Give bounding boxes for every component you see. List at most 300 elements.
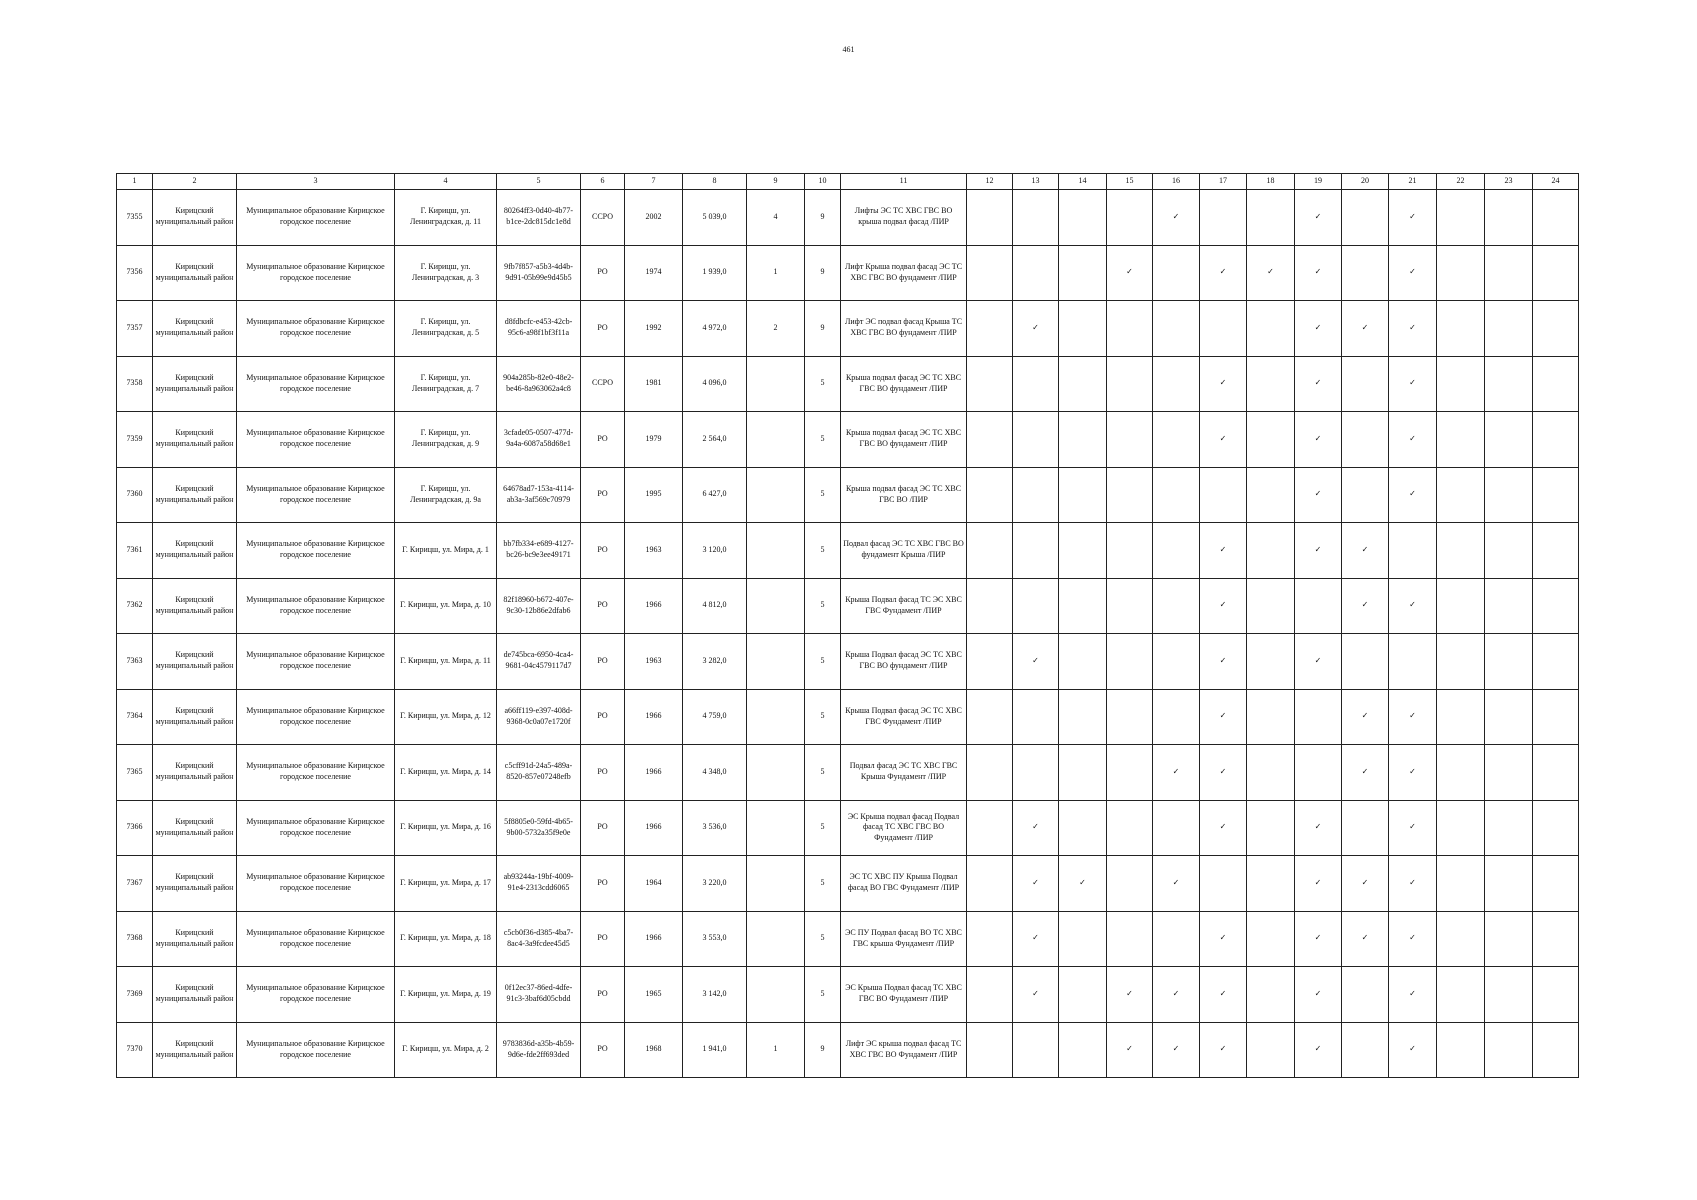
municipality-cell: Муниципальное образование Кирицское городское поселение [237,412,395,468]
checkmark-icon: ✓ [1389,578,1437,634]
checkmark-icon: ✓ [1342,578,1389,634]
empty-cell [967,911,1013,967]
checkmark-icon: ✓ [1200,689,1247,745]
empty-cell [1533,745,1579,801]
empty-cell [967,856,1013,912]
empty-cell [1059,245,1107,301]
empty-cell [1437,967,1485,1023]
elevators-count-cell [747,412,805,468]
empty-cell [1533,1022,1579,1078]
checkmark-icon: ✓ [1013,967,1059,1023]
elevators-count-cell [747,856,805,912]
empty-cell [967,1022,1013,1078]
empty-cell [1342,190,1389,246]
checkmark-icon: ✓ [1200,1022,1247,1078]
area-cell: 4 348,0 [683,745,747,801]
checkmark-icon: ✓ [1389,911,1437,967]
empty-cell [1153,412,1200,468]
address-cell: Г. Кирицш, ул. Ленинградская, д. 11 [395,190,497,246]
empty-cell [1153,356,1200,412]
table-row [117,689,1579,745]
table-row [117,412,1579,468]
empty-cell [1013,745,1059,801]
house-guid-cell: 5f8805e0-59fd-4b65-9b00-5732a35f9e0e [497,800,581,856]
checkmark-icon: ✓ [1107,967,1153,1023]
column-header: 4 [395,174,497,190]
checkmark-icon: ✓ [1342,689,1389,745]
checkmark-icon: ✓ [1013,800,1059,856]
checkmark-icon: ✓ [1153,745,1200,801]
empty-cell [1107,467,1153,523]
checkmark-icon: ✓ [1342,523,1389,579]
table-row [117,856,1579,912]
table-row [117,745,1579,801]
row-number-cell: 7368 [117,911,153,967]
build-year-cell: 1964 [625,856,683,912]
municipality-cell: Муниципальное образование Кирицское городское поселение [237,745,395,801]
area-cell: 4 812,0 [683,578,747,634]
checkmark-icon: ✓ [1295,856,1342,912]
house-guid-cell: 9fb7f857-a5b3-4d4b-9d91-05b99e9d45b5 [497,245,581,301]
checkmark-icon: ✓ [1389,856,1437,912]
management-type-cell: РО [581,689,625,745]
elevators-count-cell [747,523,805,579]
floors-cell: 5 [805,634,841,690]
management-type-cell: РО [581,967,625,1023]
checkmark-icon: ✓ [1247,245,1295,301]
empty-cell [1247,578,1295,634]
empty-cell [1059,190,1107,246]
floors-cell: 5 [805,689,841,745]
municipality-cell: Муниципальное образование Кирицское городское поселение [237,689,395,745]
house-guid-cell: 0f12ec37-86ed-4dfe-91c3-3baf6d05cbdd [497,967,581,1023]
empty-cell [967,967,1013,1023]
checkmark-icon: ✓ [1200,911,1247,967]
column-header: 23 [1485,174,1533,190]
build-year-cell: 1966 [625,689,683,745]
elevators-count-cell [747,800,805,856]
empty-cell [1153,467,1200,523]
empty-cell [1437,412,1485,468]
works-list-cell: Подвал фасад ЭС ТС ХВС ГВС Крыша Фундамент /ПИР [841,745,967,801]
works-list-cell: ЭС ТС ХВС ПУ Крыша Подвал фасад ВО ГВС Фундамент /ПИР [841,856,967,912]
empty-cell [1059,467,1107,523]
empty-cell [1059,301,1107,357]
empty-cell [1059,634,1107,690]
checkmark-icon: ✓ [1295,467,1342,523]
management-type-cell: РО [581,412,625,468]
checkmark-icon: ✓ [1200,245,1247,301]
empty-cell [1342,800,1389,856]
floors-cell: 5 [805,745,841,801]
build-year-cell: 2002 [625,190,683,246]
empty-cell [1013,578,1059,634]
build-year-cell: 1968 [625,1022,683,1078]
area-cell: 3 142,0 [683,967,747,1023]
empty-cell [1059,800,1107,856]
empty-cell [1533,856,1579,912]
empty-cell [1437,301,1485,357]
table-row [117,356,1579,412]
district-cell: Кирицский муниципальный район [153,689,237,745]
checkmark-icon: ✓ [1389,412,1437,468]
empty-cell [1247,467,1295,523]
management-type-cell: РО [581,578,625,634]
empty-cell [967,800,1013,856]
house-guid-cell: 9783836d-a35b-4b59-9d6e-fde2ff693ded [497,1022,581,1078]
row-number-cell: 7355 [117,190,153,246]
checkmark-icon: ✓ [1389,467,1437,523]
empty-cell [1200,467,1247,523]
checkmark-icon: ✓ [1200,745,1247,801]
empty-cell [1342,1022,1389,1078]
elevators-count-cell [747,745,805,801]
build-year-cell: 1965 [625,967,683,1023]
column-number-row [117,174,1579,190]
empty-cell [1485,800,1533,856]
build-year-cell: 1966 [625,745,683,801]
empty-cell [1107,301,1153,357]
column-header: 17 [1200,174,1247,190]
district-cell: Кирицский муниципальный район [153,856,237,912]
municipality-cell: Муниципальное образование Кирицское городское поселение [237,356,395,412]
empty-cell [1200,301,1247,357]
empty-cell [1247,689,1295,745]
empty-cell [1485,356,1533,412]
checkmark-icon: ✓ [1295,1022,1342,1078]
build-year-cell: 1995 [625,467,683,523]
management-type-cell: РО [581,467,625,523]
row-number-cell: 7367 [117,856,153,912]
empty-cell [1059,412,1107,468]
row-number-cell: 7360 [117,467,153,523]
empty-cell [1200,856,1247,912]
district-cell: Кирицский муниципальный район [153,523,237,579]
floors-cell: 9 [805,1022,841,1078]
empty-cell [1485,301,1533,357]
empty-cell [1533,634,1579,690]
checkmark-icon: ✓ [1059,856,1107,912]
empty-cell [967,634,1013,690]
checkmark-icon: ✓ [1389,800,1437,856]
checkmark-icon: ✓ [1200,356,1247,412]
empty-cell [1013,467,1059,523]
empty-cell [1485,412,1533,468]
works-list-cell: Крыша подвал фасад ЭС ТС ХВС ГВС ВО фундамент /ПИР [841,356,967,412]
floors-cell: 5 [805,412,841,468]
area-cell: 1 941,0 [683,1022,747,1078]
works-list-cell: Лифты ЭС ТС ХВС ГВС ВО крыша подвал фасад /ПИР [841,190,967,246]
municipality-cell: Муниципальное образование Кирицское городское поселение [237,578,395,634]
table-row [117,245,1579,301]
row-number-cell: 7363 [117,634,153,690]
works-list-cell: Лифт ЭС крыша подвал фасад ТС ХВС ГВС ВО Фундамент /ПИР [841,1022,967,1078]
empty-cell [1533,523,1579,579]
empty-cell [1533,578,1579,634]
empty-cell [1437,190,1485,246]
column-header: 10 [805,174,841,190]
checkmark-icon: ✓ [1342,301,1389,357]
empty-cell [1107,523,1153,579]
checkmark-icon: ✓ [1295,412,1342,468]
column-header: 19 [1295,174,1342,190]
house-guid-cell: c5cb0f36-d385-4ba7-8ac4-3a9fcdee45d5 [497,911,581,967]
address-cell: Г. Кирицш, ул. Мира, д. 12 [395,689,497,745]
district-cell: Кирицский муниципальный район [153,967,237,1023]
checkmark-icon: ✓ [1200,634,1247,690]
empty-cell [1013,1022,1059,1078]
empty-cell [1013,245,1059,301]
house-guid-cell: a66ff119-e397-408d-9368-0c0a07e1720f [497,689,581,745]
municipality-cell: Муниципальное образование Кирицское городское поселение [237,467,395,523]
house-guid-cell: 3cfade05-0507-477d-9a4a-6087a58d68e1 [497,412,581,468]
empty-cell [1059,578,1107,634]
management-type-cell: РО [581,523,625,579]
row-number-cell: 7369 [117,967,153,1023]
empty-cell [1107,412,1153,468]
empty-cell [1485,745,1533,801]
empty-cell [1200,190,1247,246]
table-row [117,523,1579,579]
empty-cell [1059,356,1107,412]
empty-cell [1533,967,1579,1023]
works-list-cell: ЭС Крыша подвал фасад Подвал фасад ТС ХВС ГВС ВО Фундамент /ПИР [841,800,967,856]
address-cell: Г. Кирицш, ул. Мира, д. 17 [395,856,497,912]
floors-cell: 5 [805,467,841,523]
empty-cell [1059,523,1107,579]
empty-cell [1437,1022,1485,1078]
area-cell: 3 120,0 [683,523,747,579]
area-cell: 3 220,0 [683,856,747,912]
column-header: 9 [747,174,805,190]
empty-cell [1533,689,1579,745]
area-cell: 6 427,0 [683,467,747,523]
empty-cell [1533,467,1579,523]
floors-cell: 5 [805,356,841,412]
column-header: 16 [1153,174,1200,190]
empty-cell [1389,634,1437,690]
address-cell: Г. Кирицш, ул. Ленинградская, д. 3 [395,245,497,301]
checkmark-icon: ✓ [1389,245,1437,301]
empty-cell [1437,800,1485,856]
column-header: 12 [967,174,1013,190]
checkmark-icon: ✓ [1153,1022,1200,1078]
works-list-cell: ЭС ПУ Подвал фасад ВО ТС ХВС ГВС крыша Фундамент /ПИР [841,911,967,967]
works-list-cell: Лифт Крыша подвал фасад ЭС ТС ХВС ГВС ВО фундамент /ПИР [841,245,967,301]
municipality-cell: Муниципальное образование Кирицское городское поселение [237,190,395,246]
registry-table [116,173,1579,1078]
area-cell: 3 553,0 [683,911,747,967]
area-cell: 2 564,0 [683,412,747,468]
checkmark-icon: ✓ [1013,911,1059,967]
floors-cell: 5 [805,856,841,912]
empty-cell [1485,689,1533,745]
empty-cell [1013,412,1059,468]
empty-cell [1247,356,1295,412]
column-header: 15 [1107,174,1153,190]
empty-cell [1107,356,1153,412]
house-guid-cell: 80264ff3-0d40-4b77-b1ce-2dc815dc1e8d [497,190,581,246]
empty-cell [1153,634,1200,690]
municipality-cell: Муниципальное образование Кирицское городское поселение [237,800,395,856]
checkmark-icon: ✓ [1295,911,1342,967]
municipality-cell: Муниципальное образование Кирицское городское поселение [237,523,395,579]
checkmark-icon: ✓ [1200,800,1247,856]
floors-cell: 5 [805,578,841,634]
checkmark-icon: ✓ [1295,301,1342,357]
checkmark-icon: ✓ [1295,356,1342,412]
checkmark-icon: ✓ [1389,356,1437,412]
column-header: 11 [841,174,967,190]
empty-cell [1485,1022,1533,1078]
empty-cell [1247,800,1295,856]
management-type-cell: РО [581,800,625,856]
elevators-count-cell: 1 [747,1022,805,1078]
empty-cell [1247,856,1295,912]
house-guid-cell: c5cff91d-24a5-489a-8520-857e07248efb [497,745,581,801]
table-row [117,634,1579,690]
empty-cell [1485,967,1533,1023]
checkmark-icon: ✓ [1107,245,1153,301]
elevators-count-cell [747,578,805,634]
address-cell: Г. Кирицш, ул. Ленинградская, д. 7 [395,356,497,412]
empty-cell [1295,689,1342,745]
table-row [117,467,1579,523]
checkmark-icon: ✓ [1153,190,1200,246]
municipality-cell: Муниципальное образование Кирицское городское поселение [237,856,395,912]
empty-cell [1485,856,1533,912]
empty-cell [967,190,1013,246]
elevators-count-cell: 2 [747,301,805,357]
empty-cell [967,523,1013,579]
house-guid-cell: 82f18960-b672-407e-9c30-12b86e2dfab6 [497,578,581,634]
elevators-count-cell: 1 [747,245,805,301]
floors-cell: 9 [805,245,841,301]
district-cell: Кирицский муниципальный район [153,301,237,357]
empty-cell [1107,745,1153,801]
checkmark-icon: ✓ [1389,1022,1437,1078]
row-number-cell: 7359 [117,412,153,468]
management-type-cell: РО [581,1022,625,1078]
table-row [117,301,1579,357]
empty-cell [1437,467,1485,523]
page-number: 461 [842,45,855,54]
empty-cell [1107,578,1153,634]
area-cell: 4 096,0 [683,356,747,412]
district-cell: Кирицский муниципальный район [153,467,237,523]
column-header: 2 [153,174,237,190]
empty-cell [1485,190,1533,246]
works-list-cell: Крыша подвал фасад ЭС ТС ХВС ГВС ВО /ПИР [841,467,967,523]
checkmark-icon: ✓ [1295,800,1342,856]
build-year-cell: 1981 [625,356,683,412]
floors-cell: 5 [805,911,841,967]
column-header: 24 [1533,174,1579,190]
empty-cell [1247,745,1295,801]
address-cell: Г. Кирицш, ул. Мира, д. 18 [395,911,497,967]
empty-cell [1247,190,1295,246]
management-type-cell: РО [581,856,625,912]
column-header: 6 [581,174,625,190]
checkmark-icon: ✓ [1200,412,1247,468]
area-cell: 1 939,0 [683,245,747,301]
empty-cell [1153,245,1200,301]
empty-cell [1485,911,1533,967]
empty-cell [967,412,1013,468]
empty-cell [1153,689,1200,745]
empty-cell [1533,911,1579,967]
checkmark-icon: ✓ [1153,856,1200,912]
build-year-cell: 1966 [625,800,683,856]
row-number-cell: 7366 [117,800,153,856]
empty-cell [1059,911,1107,967]
district-cell: Кирицский муниципальный район [153,190,237,246]
district-cell: Кирицский муниципальный район [153,800,237,856]
checkmark-icon: ✓ [1013,301,1059,357]
build-year-cell: 1963 [625,523,683,579]
empty-cell [1533,412,1579,468]
checkmark-icon: ✓ [1389,745,1437,801]
column-header: 20 [1342,174,1389,190]
checkmark-icon: ✓ [1342,911,1389,967]
empty-cell [967,301,1013,357]
empty-cell [1153,578,1200,634]
empty-cell [1437,689,1485,745]
empty-cell [1107,190,1153,246]
table-row [117,911,1579,967]
municipality-cell: Муниципальное образование Кирицское городское поселение [237,301,395,357]
build-year-cell: 1979 [625,412,683,468]
floors-cell: 9 [805,301,841,357]
table-row [117,190,1579,246]
column-header: 5 [497,174,581,190]
empty-cell [1247,1022,1295,1078]
empty-cell [967,578,1013,634]
checkmark-icon: ✓ [1200,967,1247,1023]
district-cell: Кирицский муниципальный район [153,356,237,412]
empty-cell [1013,190,1059,246]
works-list-cell: Крыша Подвал фасад ЭС ТС ХВС ГВС Фундамент /ПИР [841,689,967,745]
empty-cell [1485,467,1533,523]
elevators-count-cell [747,634,805,690]
checkmark-icon: ✓ [1107,1022,1153,1078]
empty-cell [1153,523,1200,579]
management-type-cell: ССРО [581,356,625,412]
address-cell: Г. Кирицш, ул. Мира, д. 16 [395,800,497,856]
elevators-count-cell [747,356,805,412]
empty-cell [967,745,1013,801]
empty-cell [1059,1022,1107,1078]
row-number-cell: 7370 [117,1022,153,1078]
empty-cell [1059,967,1107,1023]
checkmark-icon: ✓ [1389,301,1437,357]
checkmark-icon: ✓ [1200,578,1247,634]
address-cell: Г. Кирицш, ул. Мира, д. 2 [395,1022,497,1078]
checkmark-icon: ✓ [1153,967,1200,1023]
checkmark-icon: ✓ [1200,523,1247,579]
empty-cell [1153,911,1200,967]
area-cell: 4 759,0 [683,689,747,745]
district-cell: Кирицский муниципальный район [153,911,237,967]
municipality-cell: Муниципальное образование Кирицское городское поселение [237,245,395,301]
empty-cell [1342,412,1389,468]
empty-cell [1533,190,1579,246]
address-cell: Г. Кирицш, ул. Мира, д. 14 [395,745,497,801]
empty-cell [1485,523,1533,579]
district-cell: Кирицский муниципальный район [153,745,237,801]
works-list-cell: Крыша Подвал фасад ТС ЭС ХВС ГВС Фундамент /ПИР [841,578,967,634]
district-cell: Кирицский муниципальный район [153,412,237,468]
